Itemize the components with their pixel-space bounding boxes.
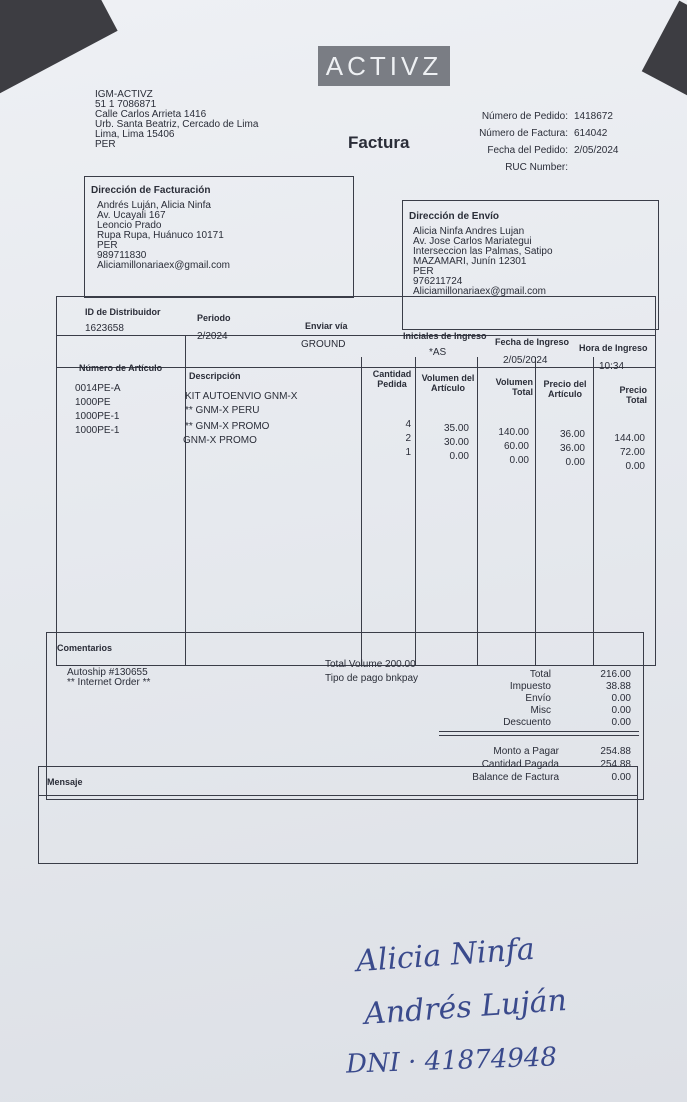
- header-entry-time: Hora de Ingreso: [579, 343, 648, 353]
- item-total: 72.00: [619, 447, 645, 458]
- header-entry-initials: Iniciales de Ingreso: [403, 331, 487, 341]
- summary-value: 254.88: [600, 746, 631, 757]
- item-volume: 35.00: [443, 423, 469, 434]
- item-volume-total: 60.00: [503, 441, 529, 452]
- meta-value: 1418672: [574, 111, 613, 122]
- table-col-line: [185, 335, 186, 665]
- item-price: 0.00: [565, 457, 585, 468]
- summary-label: Monto a Pagar: [493, 746, 559, 757]
- header-qty: Cantidad Pedida: [372, 369, 412, 389]
- table-col-line: [477, 357, 478, 665]
- table-col-line: [535, 357, 536, 665]
- ship-via: GROUND: [301, 339, 346, 350]
- item-qty: 1: [405, 447, 411, 458]
- item-volume: 30.00: [443, 437, 469, 448]
- message-rule: [39, 795, 637, 796]
- item-qty: 2: [405, 433, 411, 444]
- totals-rule: [439, 735, 639, 736]
- header-ship-via: Enviar vía: [305, 321, 348, 331]
- item-number: 1000PE-1: [75, 425, 120, 436]
- item-price: 36.00: [559, 443, 585, 454]
- table-rule: [57, 335, 655, 336]
- entry-time: 10:34: [599, 361, 625, 372]
- billing-line: Rupa Rupa, Huánuco 10171: [97, 230, 224, 241]
- table-col-line: [415, 357, 416, 665]
- totals-row: [471, 681, 631, 693]
- totals-label: Total: [529, 669, 551, 680]
- comments-title: Comentarios: [57, 643, 113, 653]
- totals-row: [471, 669, 631, 681]
- header-distributor-id: ID de Distribuidor: [85, 307, 161, 317]
- totals-label: Descuento: [503, 717, 551, 728]
- totals-value: 0.00: [611, 693, 631, 704]
- summary-value: 254.88: [600, 759, 631, 770]
- total-volume-label: Total Volume: [325, 659, 383, 670]
- totals-label: Envío: [525, 693, 551, 704]
- item-number: 1000PE: [75, 397, 111, 408]
- meta-label: Número de Factura:: [479, 128, 568, 139]
- totals-row: [471, 717, 631, 729]
- summary-row: [433, 745, 631, 758]
- shipping-title: Dirección de Envío: [409, 211, 500, 222]
- meta-row: [468, 159, 619, 176]
- totals-row: [471, 705, 631, 717]
- table-col-line: [361, 357, 362, 665]
- company-line: IGM-ACTIVZ: [95, 89, 153, 100]
- message-box: [38, 766, 638, 864]
- totals-rule: [439, 731, 639, 732]
- billing-line: 989711830: [97, 250, 147, 261]
- item-number: 0014PE-A: [75, 383, 121, 394]
- meta-label: Número de Pedido:: [481, 111, 568, 122]
- handwritten-name-line: Alicia Ninfa: [354, 931, 536, 980]
- totals-value: 0.00: [611, 717, 631, 728]
- totals-list: [471, 669, 631, 729]
- payment-type-label: Tipo de pago: [325, 673, 384, 684]
- item-volume-total: 140.00: [498, 427, 529, 438]
- item-description: GNM-X PROMO: [183, 435, 257, 446]
- shipping-line: Aliciamillonariaex@gmail.com: [413, 286, 546, 297]
- distributor-id: 1623658: [85, 323, 124, 334]
- items-table: [56, 296, 656, 666]
- shipping-line: Interseccion las Palmas, Satipo: [413, 246, 553, 257]
- item-volume: 0.00: [449, 451, 469, 462]
- item-description: ** GNM-X PROMO: [185, 421, 270, 432]
- company-line: 51 1 7086871: [95, 99, 157, 110]
- order-meta: [468, 108, 619, 176]
- meta-row: [468, 125, 619, 142]
- comment-line: Autoship #130655: [67, 667, 148, 678]
- totals-value: 216.00: [600, 669, 631, 680]
- header-period: Periodo: [197, 313, 231, 323]
- total-volume-value: 200.00: [385, 659, 416, 670]
- entry-date: 2/05/2024: [503, 355, 548, 366]
- header-item-number: Número de Artículo: [79, 363, 163, 373]
- period: 2/2024: [197, 331, 228, 342]
- payment-type: [325, 673, 418, 684]
- item-total: 0.00: [625, 461, 645, 472]
- item-price: 36.00: [559, 429, 585, 440]
- company-line: PER: [95, 139, 116, 150]
- meta-value: 2/05/2024: [574, 145, 619, 156]
- header-item-price: Precio del Artículo: [543, 379, 587, 399]
- shipping-line: Alicia Ninfa Andres Lujan: [413, 226, 525, 237]
- shipping-lines: [413, 227, 553, 297]
- summary-label: Cantidad Pagada: [481, 759, 559, 770]
- payment-type-value: bnkpay: [385, 673, 419, 684]
- meta-row: [468, 142, 619, 159]
- header-price-total: Precio Total: [619, 385, 647, 405]
- meta-label: RUC Number:: [505, 162, 568, 173]
- totals-label: Impuesto: [509, 681, 551, 692]
- item-description: KIT AUTOENVIO GNM-X: [185, 391, 298, 402]
- item-description: ** GNM-X PERU: [185, 405, 260, 416]
- photo-shadow-corner: [0, 0, 118, 96]
- totals-row: [471, 693, 631, 705]
- company-address: [95, 90, 258, 150]
- company-logo: ACTIVZ: [318, 46, 450, 86]
- item-total: 144.00: [614, 433, 645, 444]
- total-volume: [325, 659, 416, 670]
- handwritten-id-line: DNI · 41874948: [345, 1042, 558, 1080]
- item-volume-total: 0.00: [509, 455, 529, 466]
- billing-address-box: [84, 176, 354, 298]
- meta-row: [468, 108, 619, 125]
- company-line: Calle Carlos Arrieta 1416: [95, 109, 207, 120]
- meta-label: Fecha del Pedido:: [487, 145, 568, 156]
- shipping-line: Av. Jose Carlos Mariategui: [413, 236, 532, 247]
- summary-value: 0.00: [611, 772, 631, 783]
- billing-line: Leoncio Prado: [97, 220, 162, 231]
- shipping-line: PER: [413, 266, 434, 277]
- billing-lines: [97, 201, 230, 271]
- company-line: Urb. Santa Beatriz, Cercado de Lima: [95, 119, 259, 130]
- billing-line: Av. Ucayali 167: [97, 210, 166, 221]
- header-entry-date: Fecha de Ingreso: [495, 337, 570, 347]
- item-qty: 4: [405, 419, 411, 430]
- shipping-line: MAZAMARI, Junín 12301: [413, 256, 527, 267]
- handwritten-name-line: Andrés Luján: [363, 982, 568, 1033]
- billing-line: Aliciamillonariaex@gmail.com: [97, 260, 230, 271]
- summary-label: Balance de Factura: [472, 772, 559, 783]
- totals-value: 38.88: [605, 681, 631, 692]
- totals-value: 0.00: [611, 705, 631, 716]
- billing-title: Dirección de Facturación: [91, 185, 211, 196]
- header-description: Descripción: [189, 371, 241, 381]
- billing-line: PER: [97, 240, 118, 251]
- table-col-line: [593, 357, 594, 665]
- header-volume-total: Volumen Total: [495, 377, 533, 397]
- shipping-line: 976211724: [413, 276, 463, 287]
- item-number: 1000PE-1: [75, 411, 120, 422]
- comment-line: ** Internet Order **: [67, 677, 151, 688]
- document-title: Factura: [348, 133, 410, 152]
- entry-initials: *AS: [429, 347, 447, 358]
- message-title: Mensaje: [47, 777, 83, 787]
- meta-value: 614042: [574, 128, 608, 139]
- totals-label: Misc: [530, 705, 551, 716]
- billing-line: Andrés Luján, Alicia Ninfa: [97, 200, 211, 211]
- header-item-volume: Volumen del Artículo: [421, 373, 475, 393]
- photo-shadow-corner-right: [642, 1, 687, 100]
- company-line: Lima, Lima 15406: [95, 129, 175, 140]
